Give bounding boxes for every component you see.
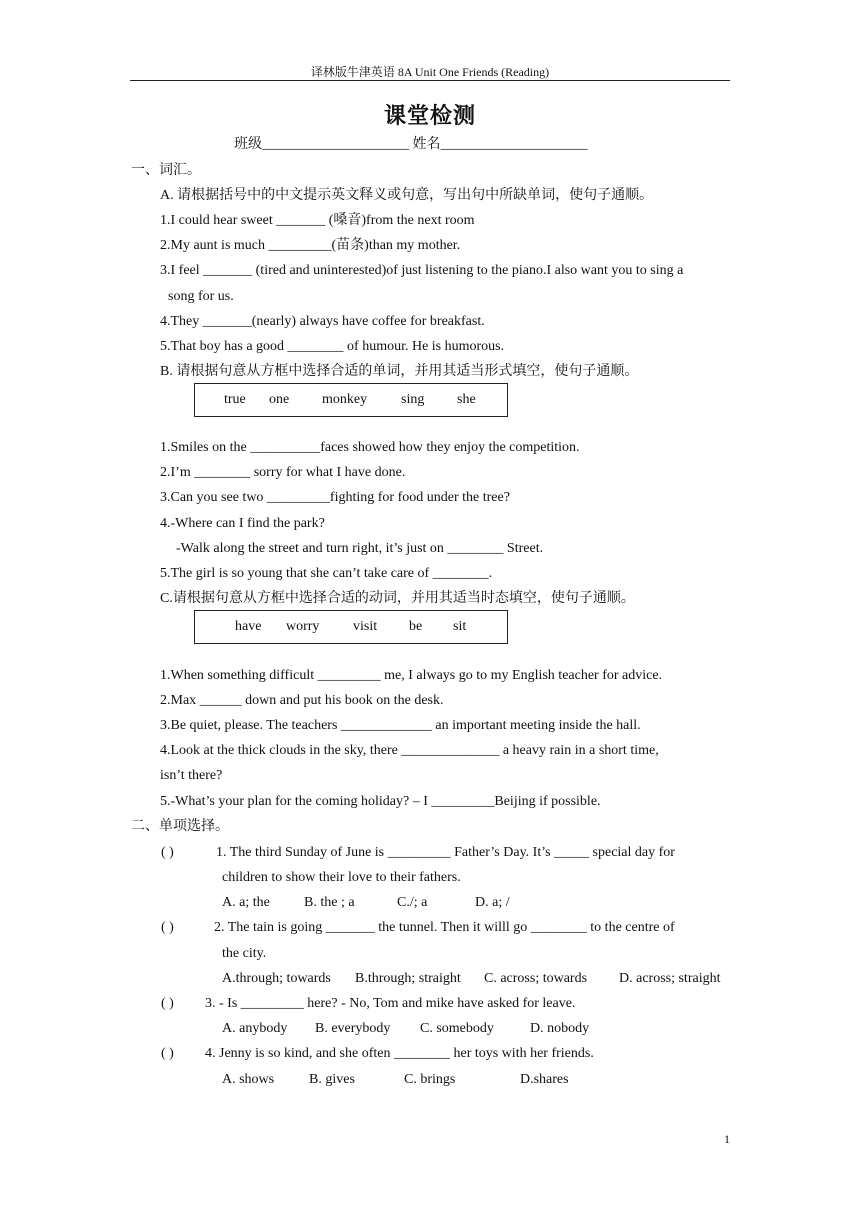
question-1-option-d: D. a; / (475, 895, 510, 910)
question-2-option-c: C. across; towards (484, 971, 588, 986)
class-name-line: 班级_____________________ 姓名_____________________ (234, 137, 588, 152)
partA-item-1: 1.I could hear sweet _______ (嗓音)from the next room (160, 213, 475, 228)
partC-word: worry (286, 619, 320, 634)
answer-paren: ( ) (161, 996, 174, 1011)
partB-word: true (224, 392, 246, 407)
partB-word: monkey (322, 392, 368, 407)
question-3-text: 3. - Is _________ here? - No, Tom and mike have asked for leave. (205, 996, 576, 1011)
partC-word: visit (353, 619, 378, 634)
partB-item-2: 2.I’m ________ sorry for what I have done. (160, 465, 406, 480)
header-rule (130, 80, 730, 81)
question-2-text-cont: the city. (222, 946, 267, 961)
partB-item-5: 5.The girl is so young that she can’t take care of ________. (160, 566, 493, 581)
partB-word: sing (401, 392, 425, 407)
partA-item-3-cont: song for us. (168, 289, 234, 304)
partC-word: be (409, 619, 423, 634)
partA-item-3: 3.I feel _______ (tired and uninterested)of just listening to the piano.I also want you to sing a (160, 263, 684, 278)
answer-paren: ( ) (161, 845, 174, 860)
partC-item-5: 5.-What’s your plan for the coming holiday? – I _________Beijing if possible. (160, 794, 601, 809)
partC-word-box (194, 610, 508, 644)
partB-instruction: B. 请根据句意从方框中选择合适的单词，并用其适当形式填空，使句子通顺。 (160, 364, 639, 379)
page-number: 1 (724, 1132, 730, 1146)
page-header: 译林版牛津英语 8A Unit One Friends (Reading) (310, 65, 550, 79)
question-3-option-d: D. nobody (530, 1021, 590, 1036)
partC-item-2: 2.Max ______ down and put his book on the desk. (160, 693, 444, 708)
question-2-option-a: A.through; towards (222, 971, 331, 986)
partC-word: have (235, 619, 262, 634)
question-3-option-a: A. anybody (222, 1021, 288, 1036)
question-4-option-a: A. shows (222, 1072, 275, 1087)
question-2-option-d: D. across; straight (619, 971, 721, 986)
page-title: 课堂检测 (383, 104, 476, 129)
question-1-option-a: A. a; the (222, 895, 270, 910)
section2-heading: 二、单项选择。 (131, 819, 229, 834)
question-4-option-b: B. gives (309, 1072, 355, 1087)
question-1-option-b: B. the ; a (304, 895, 355, 910)
partB-item-4: 4.-Where can I find the park? (160, 516, 325, 531)
section1-heading: 一、词汇。 (131, 163, 201, 178)
question-1-text-cont: children to show their love to their fathers. (222, 870, 461, 885)
question-2-option-b: B.through; straight (355, 971, 461, 986)
answer-paren: ( ) (161, 920, 174, 935)
partB-item-1: 1.Smiles on the __________faces showed how they enjoy the competition. (160, 440, 580, 455)
question-3-option-b: B. everybody (315, 1021, 391, 1036)
partB-word-box (194, 383, 508, 417)
partA-item-5: 5.That boy has a good ________ of humour. He is humorous. (160, 339, 505, 354)
partB-word: one (269, 392, 290, 407)
question-4-option-c: C. brings (404, 1072, 456, 1087)
partB-item-4-answer: -Walk along the street and turn right, it’s just on ________ Street. (176, 541, 544, 556)
partA-item-2: 2.My aunt is much _________(苗条)than my mother. (160, 238, 461, 253)
question-4-option-d: D.shares (520, 1072, 569, 1087)
partC-item-4: 4.Look at the thick clouds in the sky, there ______________ a heavy rain in a short time, (160, 743, 659, 758)
answer-paren: ( ) (161, 1046, 174, 1061)
question-2-text: 2. The tain is going _______ the tunnel. Then it willl go ________ to the centre of (214, 920, 675, 935)
partB-word: she (457, 392, 476, 407)
partC-instruction: C.请根据句意从方框中选择合适的动词，并用其适当时态填空，使句子通顺。 (160, 591, 635, 606)
partA-item-4: 4.They _______(nearly) always have coffee for breakfast. (160, 314, 485, 329)
question-4-text: 4. Jenny is so kind, and she often ________ her toys with her friends. (205, 1046, 594, 1061)
question-3-option-c: C. somebody (420, 1021, 494, 1036)
partB-item-3: 3.Can you see two _________fighting for food under the tree? (160, 490, 510, 505)
partA-instruction: A. 请根据括号中的中文提示英文释义或句意，写出句中所缺单词，使句子通顺。 (160, 188, 654, 203)
partC-item-1: 1.When something difficult _________ me, I always go to my English teacher for advice. (160, 668, 663, 683)
question-1-option-c: C./; a (397, 895, 428, 910)
partC-item-4-cont: isn’t there? (160, 768, 223, 783)
partC-item-3: 3.Be quiet, please. The teachers _____________ an important meeting inside the hall. (160, 718, 641, 733)
question-1-text: 1. The third Sunday of June is _________ Father’s Day. It’s _____ special day for (216, 845, 675, 860)
partC-word: sit (453, 619, 467, 634)
